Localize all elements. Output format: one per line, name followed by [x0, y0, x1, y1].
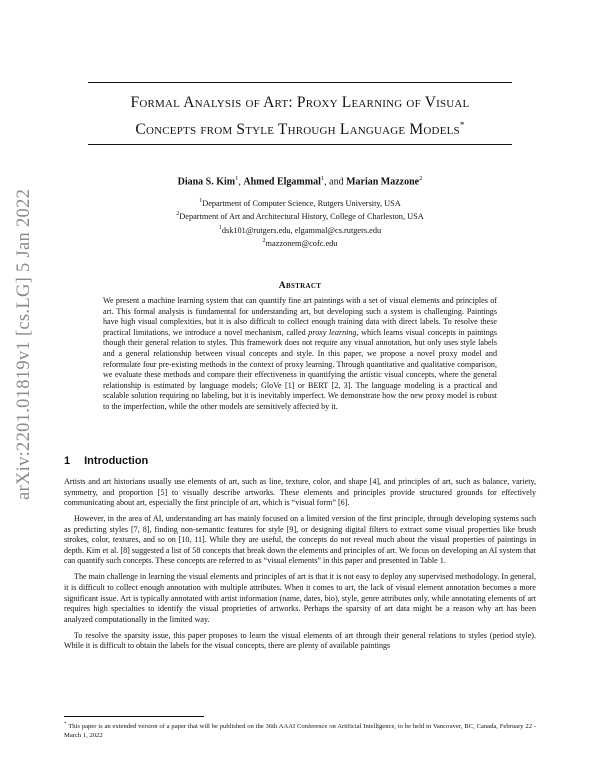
- abstract-emphasis: proxy learning: [308, 327, 357, 337]
- author-list: [88, 175, 512, 187]
- author-name: Marian Mazzone: [346, 176, 420, 188]
- arxiv-identifier: arXiv:2201.01819v1 [cs.LG] 5 Jan 2022: [14, 188, 34, 500]
- affiliation-mark: 2: [176, 211, 180, 218]
- title-rule-top: [88, 82, 512, 83]
- affiliation-mark: 1: [199, 198, 203, 204]
- footnote-mark: *: [64, 722, 67, 727]
- author-separator: ,: [238, 176, 244, 188]
- author-name: Diana S. Kim: [177, 176, 236, 188]
- abstract-text: , which learns visual concepts in paintings though their general relation to styles. This framework does not require any visual annotation, but only uses style labels and a general relationship between visual concepts and style. In this paper, we propose a novel proxy model and reformulate four pre-existing methods in the context of proxy learning. Through quantitative and qualitative comparison, we evaluate these methods and compare their effectiveness in quantifying the artistic visual concepts, where the general relationship is estimated by language models; GloVe [1] or BERT [2, 3]. The language modeling is a practical and scalable solution requiring no labeling, but it is inevitably imperfect. We demonstrate how the new proxy model is robust to the imperfection, while the other models are sensitively affected by it.: [103, 327, 497, 411]
- paragraph: Artists and art historians usually use elements of art, such as line, texture, color, and shape [4], and principles of art, such as balance, variety, symmetry, and proportion [5] to visually describe artworks. These elements and principles provide structured grounds for effectively communicating about art, especially the first principle of art, which is “visual form” [6].: [64, 477, 536, 508]
- affiliations: [88, 196, 512, 249]
- body-text: [64, 477, 536, 657]
- footnote-rule: [64, 716, 204, 717]
- title-line-1: Formal Analysis of Art: Proxy Learning of Visual: [130, 94, 470, 111]
- affiliation-mark: 2: [262, 237, 266, 244]
- paragraph: To resolve the sparsity issue, this paper proposes to learn the visual elements of art through their general relations to styles (period style). While it is difficult to obtain the labels for the visual concepts, there are plenty of available paintings: [64, 630, 536, 651]
- affiliation-1: Department of Computer Science, Rutgers University, USA: [202, 198, 401, 208]
- footnote: [64, 720, 536, 740]
- section-heading: [64, 455, 148, 467]
- abstract-body: [103, 296, 497, 413]
- email-1: dsk101@rutgers.edu, elgammal@cs.rutgers.edu: [221, 225, 382, 235]
- abstract-text: We present a machine learning system that can quantify fine art paintings with a set of visual elements and principles of art. This formal analysis is fundamental for understanding art, but developing such a system is challenging. Paintings have high visual complexities, but it is also difficult to collect enough training data with direct labels. To resolve these practical limitations, we introduce a novel mechanism, called: [103, 296, 497, 337]
- affiliation-mark: 1: [218, 224, 222, 231]
- affiliation-mark: 1: [320, 175, 325, 182]
- section-number: 1: [64, 455, 71, 467]
- title-rule-bottom: [88, 144, 512, 145]
- paragraph: However, in the area of AI, understanding art has mainly focused on a limited version of the first principle, through developing systems such as predicting styles [7, 8], finding non-semantic features for style [9], or designing digital filters to extract some visual properties like brush strokes, color, textures, and so on [10, 11]. While they are useful, the concepts do not reveal much about the visual properties of paintings in depth. Kim et al. [8] suggested a list of 58 concepts that break down the elements and principles of art. We focus on developing an AI system that can quantify such concepts. These concepts are referred to as “visual elements” in this paper and presented in Table 1.: [64, 514, 536, 566]
- affiliation-mark: 1: [235, 175, 239, 182]
- email-2: mazzonem@cofc.edu: [265, 238, 338, 248]
- affiliation-mark: 2: [419, 175, 423, 182]
- abstract-heading: Abstract: [278, 280, 322, 291]
- affiliation-2: Department of Art and Architectural History, College of Charleston, USA: [179, 212, 424, 222]
- footnote-text: This paper is an extended version of a paper that will be published on the 36th AAAI Conference on Artificial Intelligence, to be held in Vancouver, BC, Canada, February 22 - March 1, 2022: [64, 723, 537, 740]
- title-line-2: Concepts from Style Through Language Models: [135, 121, 460, 139]
- section-title: Introduction: [84, 455, 149, 467]
- author-separator: , and: [324, 176, 347, 188]
- title-footnote-mark: *: [459, 120, 465, 130]
- author-name: Ahmed Elgammal: [243, 176, 321, 188]
- paragraph: The main challenge in learning the visual elements and principles of art is that it is not easy to deploy any supervised methodology. In general, it is difficult to collect enough annotation with multiple attributes. When it comes to art, the lack of visual element annotation becomes a more significant issue. Art is typically annotated with artist information (name, dates, bio), style, genre attributes only, while annotating elements of art requires high specialties to identify the visual proprieties of artworks. Perhaps the sparsity of art data might be a reason why art has been analyzed computationally in the limited way.: [64, 572, 536, 624]
- paper-title: [88, 92, 512, 141]
